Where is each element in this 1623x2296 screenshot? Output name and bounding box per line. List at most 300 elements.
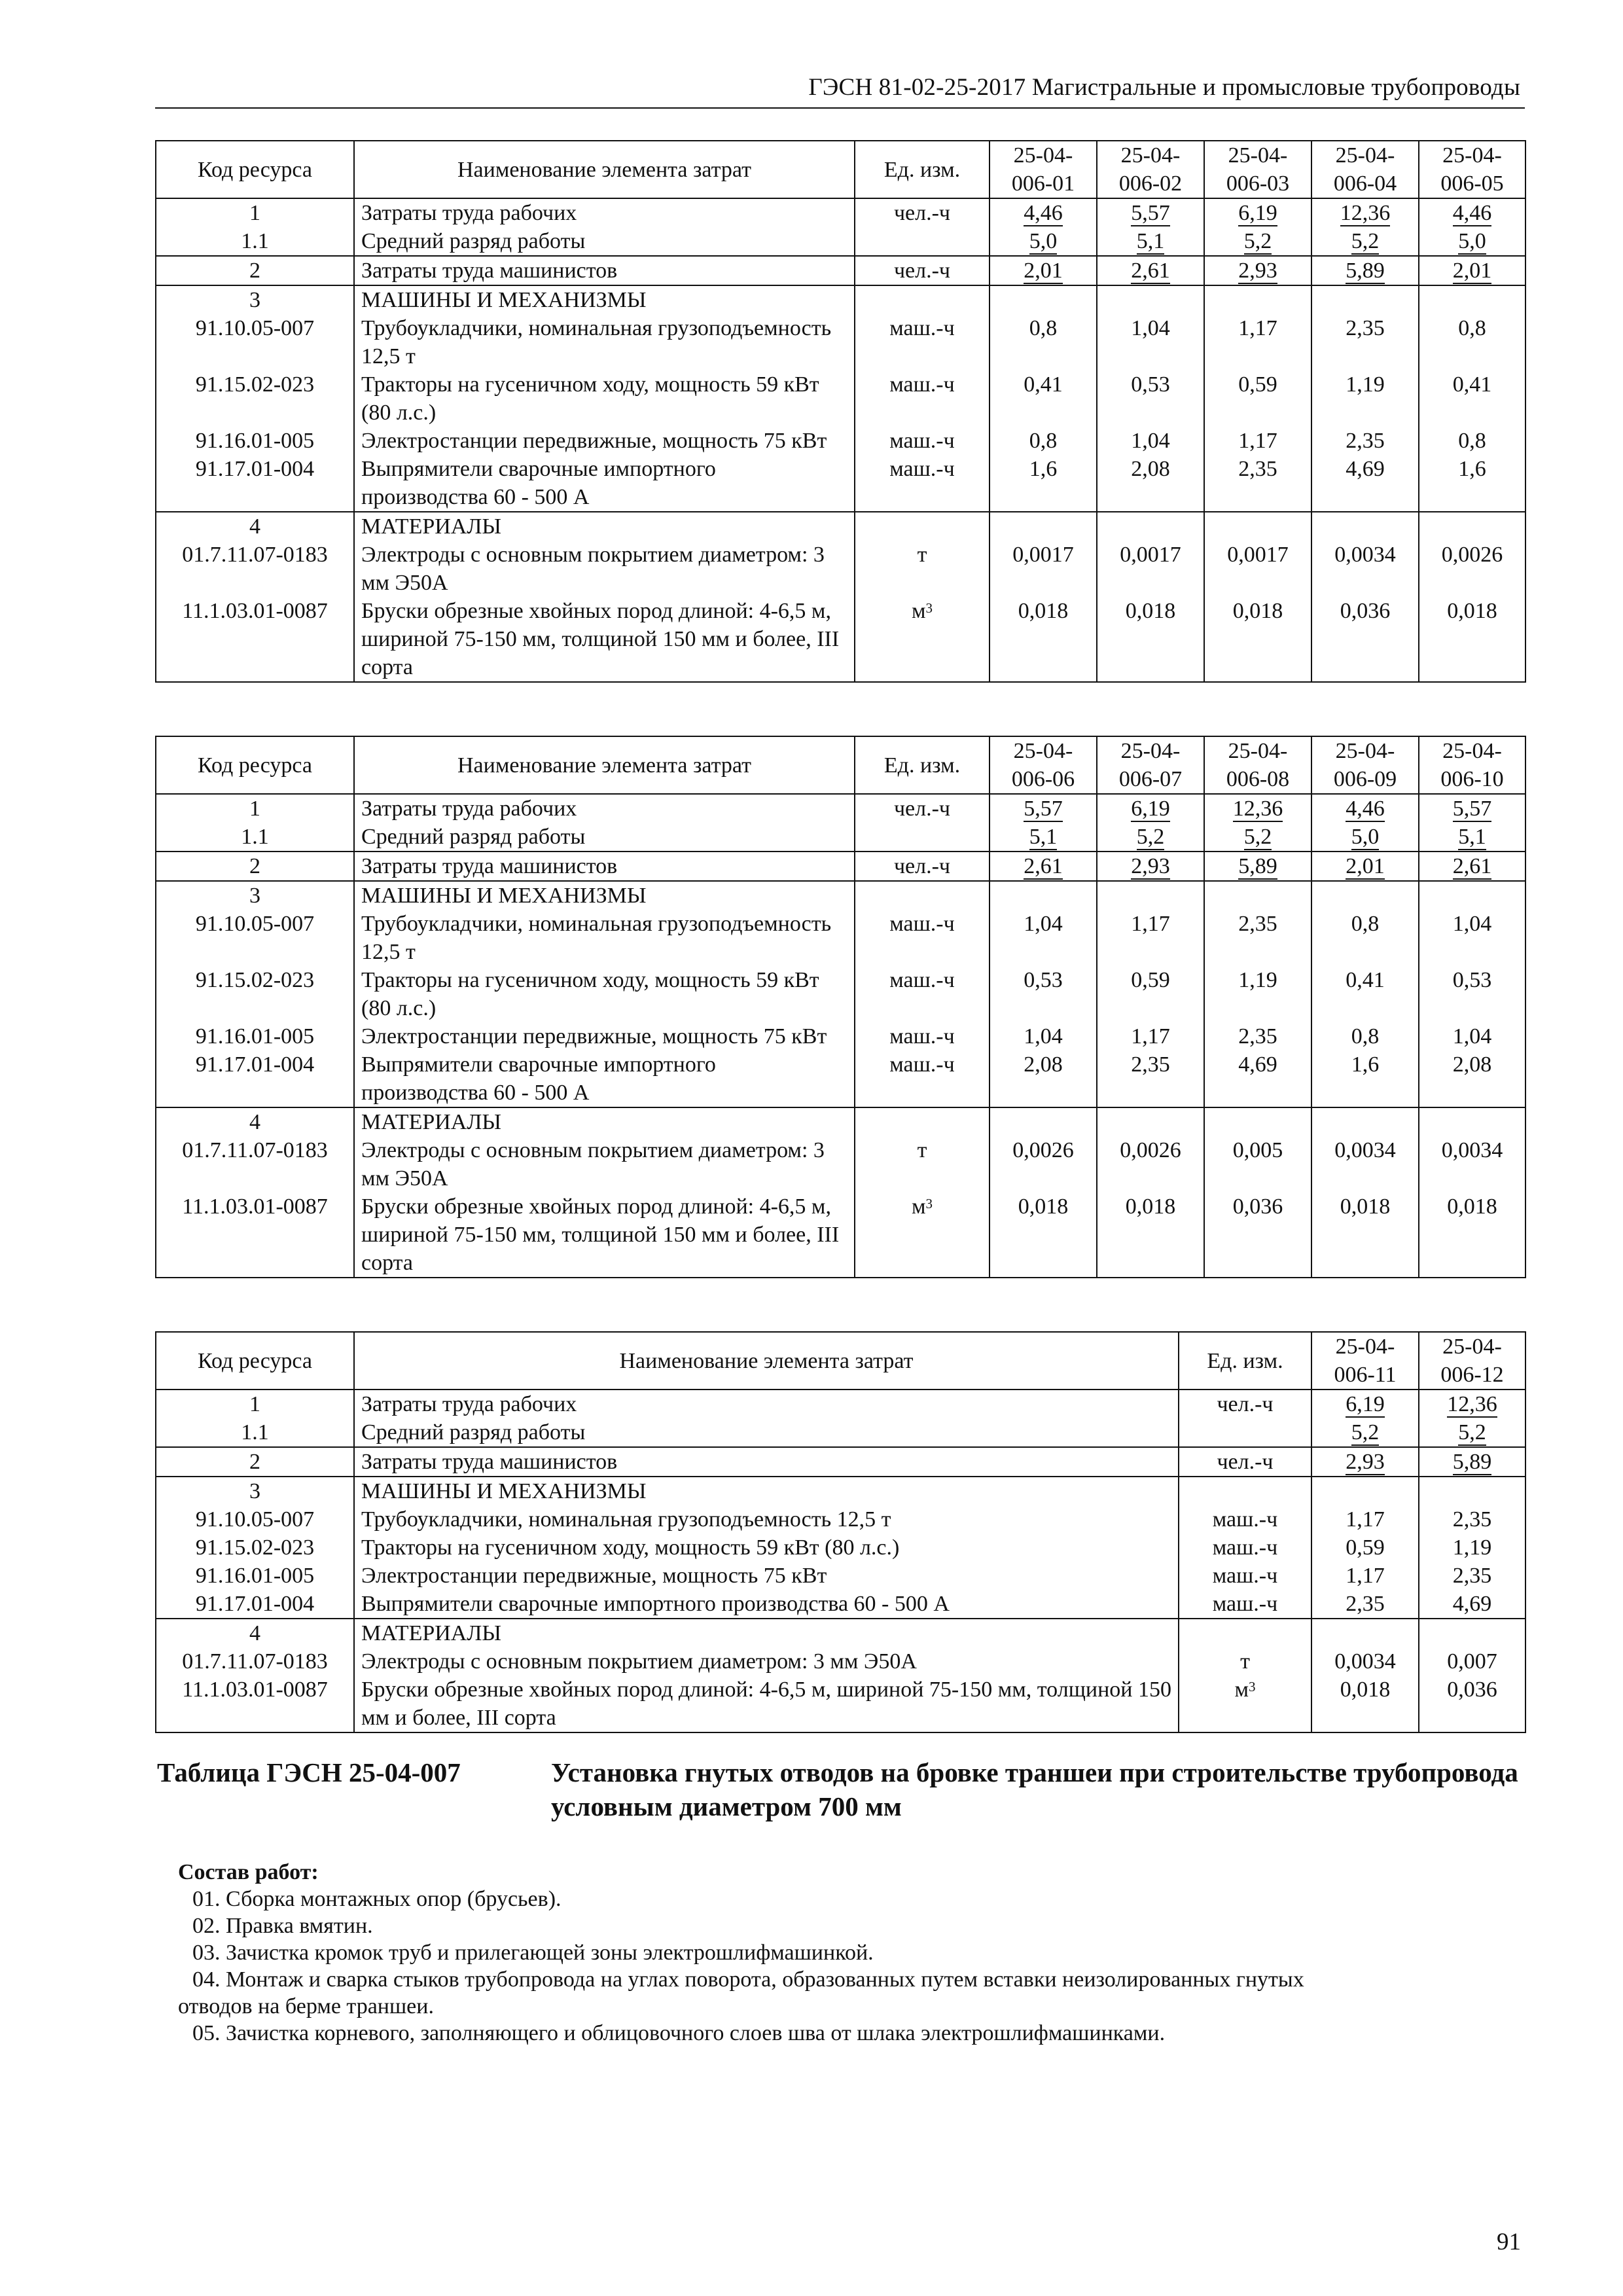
cost-element-name: Затраты труда рабочих: [354, 1390, 1179, 1418]
unit-of-measure: маш.-ч: [855, 455, 990, 512]
norm-value: [1097, 881, 1204, 910]
norm-value: [990, 794, 1097, 823]
cost-element-name: Электроды с основным покрытием диаметром: 3 мм Э50А: [354, 1136, 855, 1193]
col-header-unit: Ед. изм.: [1179, 1332, 1311, 1390]
norm-value: 1,19: [1419, 1534, 1525, 1562]
resource-code: 1: [156, 794, 354, 823]
norm-value: [990, 512, 1097, 541]
norm-value: [1204, 227, 1311, 256]
norm-value: 2,35: [1204, 455, 1311, 512]
norm-value: 0,53: [990, 966, 1097, 1022]
resource-code: 1.1: [156, 227, 354, 256]
table-row: [156, 1619, 1525, 1647]
table-row: [156, 1676, 1525, 1732]
norm-value: 1,04: [1097, 427, 1204, 455]
norm-value-text: 2,61: [1131, 259, 1170, 283]
norm-value: [1419, 881, 1525, 910]
cost-element-name: Затраты труда рабочих: [354, 198, 855, 227]
work-item: 05. Зачистка корневого, заполняющего и облицовочного слоев шва от шлака электрошлифмашинками.: [192, 2021, 1166, 2045]
resource-code: 91.15.02-023: [156, 966, 354, 1022]
norm-value: 1,6: [1419, 455, 1525, 512]
col-header-norm-code: 25-04- 006-09: [1311, 736, 1419, 794]
norm-value: [990, 285, 1097, 314]
resource-code: 91.16.01-005: [156, 1562, 354, 1590]
norm-value: 2,35: [1204, 910, 1311, 966]
norm-value-text: 5,57: [1452, 797, 1492, 821]
table-row: [156, 1534, 1525, 1562]
norm-value: [1204, 794, 1311, 823]
norm-value: [1097, 256, 1204, 285]
cost-element-name: Затраты труда машинистов: [354, 852, 855, 881]
cost-element-name: МАТЕРИАЛЫ: [354, 512, 855, 541]
col-header-name: Наименование элемента затрат: [354, 1332, 1179, 1390]
table-row: [156, 1107, 1525, 1136]
table-row: [156, 1447, 1525, 1477]
col-header-norm-code: 25-04- 006-02: [1097, 141, 1204, 198]
col-header-norm-code: 25-04- 006-01: [990, 141, 1097, 198]
unit-text: м: [911, 1194, 926, 1219]
cost-element-name: МАТЕРИАЛЫ: [354, 1107, 855, 1136]
norm-value-text: 2,01: [1024, 259, 1063, 283]
resource-code: 4: [156, 1107, 354, 1136]
norm-value: [1204, 512, 1311, 541]
norm-value: 2,08: [990, 1050, 1097, 1107]
cost-element-name: Электроды с основным покрытием диаметром: 3 мм Э50А: [354, 1647, 1179, 1676]
table-row: [156, 227, 1525, 256]
table-row: [156, 881, 1525, 910]
cost-element-name: МАШИНЫ И МЕХАНИЗМЫ: [354, 285, 855, 314]
unit-of-measure: [1179, 1676, 1311, 1732]
cost-element-name: Бруски обрезные хвойных пород длиной: 4-6,5 м, шириной 75-150 мм, толщиной 150 мм и более, III сорта: [354, 1676, 1179, 1732]
works-label: Состав работ:: [178, 1860, 319, 1884]
col-header-norm-code: 25-04- 006-06: [990, 736, 1097, 794]
norm-value: [1097, 512, 1204, 541]
norm-value: 2,35: [1097, 1050, 1204, 1107]
norm-value: [1419, 794, 1525, 823]
norm-value-text: 2,01: [1452, 259, 1492, 283]
norm-value: 0,0026: [990, 1136, 1097, 1193]
norm-value: [1311, 794, 1419, 823]
resource-table-3: [155, 1331, 1526, 1733]
norm-value: 4,69: [1204, 1050, 1311, 1107]
table-row: [156, 1022, 1525, 1050]
table-row: [156, 966, 1525, 1022]
cost-element-name: Тракторы на гусеничном ходу, мощность 59 кВт (80 л.с.): [354, 370, 855, 427]
cost-element-name: Электростанции передвижные, мощность 75 кВт: [354, 427, 855, 455]
resource-code: 91.10.05-007: [156, 314, 354, 370]
col-header-norm-code: 25-04- 006-05: [1419, 141, 1525, 198]
unit-of-measure: [855, 881, 990, 910]
norm-value: [1419, 823, 1525, 852]
norm-value-text: 5,1: [1458, 825, 1486, 849]
norm-value: [1311, 1390, 1419, 1418]
norm-value: [1311, 227, 1419, 256]
col-header-norm-code: 25-04- 006-12: [1419, 1332, 1525, 1390]
norm-value-text: 12,36: [1447, 1392, 1497, 1416]
table-id: Таблица ГЭСН 25-04-007: [157, 1757, 461, 1787]
table-row: [156, 541, 1525, 597]
norm-value: 0,0017: [990, 541, 1097, 597]
table-title: Установка гнутых отводов на бровке траншеи при строительстве трубопровода условным диаметром 700 мм: [551, 1757, 1518, 1821]
resource-code: 01.7.11.07-0183: [156, 1136, 354, 1193]
norm-value: [990, 256, 1097, 285]
unit-superscript: 3: [925, 1196, 933, 1211]
resource-code: 91.17.01-004: [156, 1590, 354, 1619]
norm-value: [990, 852, 1097, 881]
norm-value: 0,0034: [1311, 541, 1419, 597]
resource-code: 3: [156, 881, 354, 910]
table-row: [156, 512, 1525, 541]
running-header: ГЭСН 81-02-25-2017 Магистральные и промысловые трубопроводы: [808, 74, 1520, 101]
norm-value: [1204, 881, 1311, 910]
norm-value: 2,08: [1097, 455, 1204, 512]
norm-value-text: 5,57: [1024, 797, 1063, 821]
norm-value: 1,19: [1204, 966, 1311, 1022]
unit-superscript: 3: [925, 600, 933, 616]
unit-of-measure: маш.-ч: [855, 966, 990, 1022]
unit-of-measure: маш.-ч: [855, 427, 990, 455]
table-row: [156, 314, 1525, 370]
norm-value-text: 6,19: [1238, 201, 1277, 225]
norm-value: 0,53: [1097, 370, 1204, 427]
table-row: [156, 256, 1525, 285]
col-header-norm-code: 25-04- 006-10: [1419, 736, 1525, 794]
resource-code: 91.10.05-007: [156, 1505, 354, 1534]
table-row: [156, 1590, 1525, 1619]
norm-value-text: 5,89: [1346, 259, 1385, 283]
norm-value-text: 4,46: [1024, 201, 1063, 225]
norm-value: 2,35: [1311, 1590, 1419, 1619]
norm-value: [1419, 512, 1525, 541]
unit-of-measure: [855, 823, 990, 852]
resource-code: 91.15.02-023: [156, 1534, 354, 1562]
norm-value: 0,8: [1311, 910, 1419, 966]
unit-of-measure: маш.-ч: [855, 1022, 990, 1050]
resource-code: 1.1: [156, 823, 354, 852]
norm-value-text: 4,46: [1346, 797, 1385, 821]
cost-element-name: Бруски обрезные хвойных пород длиной: 4-6,5 м, шириной 75-150 мм, толщиной 150 мм и более, III сорта: [354, 1193, 855, 1278]
norm-value: [990, 1107, 1097, 1136]
unit-of-measure: [855, 1107, 990, 1136]
norm-value: 0,036: [1204, 1193, 1311, 1278]
resource-code: 91.15.02-023: [156, 370, 354, 427]
cost-element-name: Затраты труда машинистов: [354, 1447, 1179, 1477]
norm-value: 0,8: [990, 314, 1097, 370]
resource-code: 4: [156, 512, 354, 541]
norm-value: 0,018: [1204, 597, 1311, 682]
norm-value: [1419, 227, 1525, 256]
cost-element-name: Выпрямители сварочные импортного производства 60 - 500 А: [354, 1050, 855, 1107]
norm-value: [990, 198, 1097, 227]
table-row: [156, 794, 1525, 823]
unit-of-measure: чел.-ч: [855, 198, 990, 227]
norm-value-text: 5,0: [1029, 229, 1058, 253]
col-header-unit: Ед. изм.: [855, 141, 990, 198]
norm-value: 2,35: [1419, 1562, 1525, 1590]
table-row: [156, 597, 1525, 682]
norm-value: [1097, 1107, 1204, 1136]
norm-value: 0,53: [1419, 966, 1525, 1022]
cost-element-name: Средний разряд работы: [354, 823, 855, 852]
cost-element-name: Средний разряд работы: [354, 1418, 1179, 1447]
norm-value: [1204, 285, 1311, 314]
table-row: [156, 1193, 1525, 1278]
norm-value: 0,018: [990, 1193, 1097, 1278]
norm-value: 4,69: [1419, 1590, 1525, 1619]
norm-value: 2,35: [1311, 314, 1419, 370]
resource-code: 91.17.01-004: [156, 1050, 354, 1107]
norm-value: 1,17: [1204, 427, 1311, 455]
unit-of-measure: т: [1179, 1647, 1311, 1676]
norm-value: [1419, 1447, 1525, 1477]
norm-value: 4,69: [1311, 455, 1419, 512]
table-row: [156, 1562, 1525, 1590]
table-row: [156, 1390, 1525, 1418]
norm-value-text: 2,61: [1024, 854, 1063, 878]
table-row: [156, 910, 1525, 966]
col-header-code: Код ресурса: [156, 141, 354, 198]
norm-value: 0,59: [1311, 1534, 1419, 1562]
work-item-continuation: отводов на берме траншеи.: [178, 1994, 434, 2018]
unit-text: м: [1234, 1677, 1249, 1702]
norm-value: 0,018: [1097, 1193, 1204, 1278]
col-header-code: Код ресурса: [156, 1332, 354, 1390]
unit-of-measure: [855, 597, 990, 682]
resource-code: 3: [156, 1477, 354, 1505]
cost-element-name: Выпрямители сварочные импортного производства 60 - 500 А: [354, 455, 855, 512]
norm-value-text: 5,0: [1351, 825, 1380, 849]
unit-of-measure: чел.-ч: [855, 794, 990, 823]
norm-value: [1311, 512, 1419, 541]
cost-element-name: МАШИНЫ И МЕХАНИЗМЫ: [354, 881, 855, 910]
norm-value: 1,17: [1204, 314, 1311, 370]
norm-value-text: 5,0: [1458, 229, 1486, 253]
table-row: [156, 1477, 1525, 1505]
norm-value: [1204, 852, 1311, 881]
unit-of-measure: [1179, 1418, 1311, 1447]
resource-code: 4: [156, 1619, 354, 1647]
norm-value: [1311, 198, 1419, 227]
norm-value-text: 5,2: [1458, 1420, 1486, 1444]
norm-value: [1204, 823, 1311, 852]
unit-of-measure: чел.-ч: [855, 256, 990, 285]
unit-of-measure: т: [855, 1136, 990, 1193]
unit-of-measure: чел.-ч: [1179, 1447, 1311, 1477]
norm-value: [1311, 285, 1419, 314]
works-composition: [178, 1859, 1513, 2047]
resource-code: 11.1.03.01-0087: [156, 597, 354, 682]
unit-of-measure: маш.-ч: [855, 370, 990, 427]
col-header-norm-code: 25-04- 006-03: [1204, 141, 1311, 198]
cost-element-name: Электроды с основным покрытием диаметром: 3 мм Э50А: [354, 541, 855, 597]
work-item: 01. Сборка монтажных опор (брусьев).: [192, 1887, 562, 1911]
norm-value: 0,41: [990, 370, 1097, 427]
resource-code: 01.7.11.07-0183: [156, 541, 354, 597]
norm-value: 1,04: [1419, 910, 1525, 966]
unit-of-measure: [1179, 1619, 1311, 1647]
unit-of-measure: маш.-ч: [855, 910, 990, 966]
col-header-norm-code: 25-04- 006-08: [1204, 736, 1311, 794]
norm-value-text: 5,2: [1351, 1420, 1380, 1444]
norm-value: [990, 823, 1097, 852]
norm-value-text: 5,2: [1351, 229, 1380, 253]
norm-value: 0,036: [1419, 1676, 1525, 1732]
norm-value: [1204, 198, 1311, 227]
unit-of-measure: маш.-ч: [1179, 1534, 1311, 1562]
norm-value: [1311, 1477, 1419, 1505]
resource-code: 01.7.11.07-0183: [156, 1647, 354, 1676]
norm-value-text: 6,19: [1131, 797, 1170, 821]
norm-value-text: 5,89: [1452, 1450, 1492, 1474]
col-header-norm-code: 25-04- 006-11: [1311, 1332, 1419, 1390]
resource-code: 3: [156, 285, 354, 314]
norm-value-text: 5,2: [1243, 229, 1272, 253]
norm-value: [1311, 881, 1419, 910]
resource-code: 1.1: [156, 1418, 354, 1447]
cost-element-name: Средний разряд работы: [354, 227, 855, 256]
norm-value: [1311, 823, 1419, 852]
norm-value-text: 5,1: [1136, 229, 1165, 253]
table-row: [156, 427, 1525, 455]
norm-value: [1204, 256, 1311, 285]
norm-value: 0,018: [990, 597, 1097, 682]
norm-value: 0,8: [1419, 427, 1525, 455]
resource-code: 91.16.01-005: [156, 1022, 354, 1050]
norm-value: 0,018: [1311, 1193, 1419, 1278]
table-row: [156, 285, 1525, 314]
norm-value: 0,8: [1419, 314, 1525, 370]
norm-value: 0,0026: [1419, 541, 1525, 597]
norm-value: 0,018: [1097, 597, 1204, 682]
norm-value: 0,036: [1311, 597, 1419, 682]
unit-text: м: [911, 599, 926, 623]
norm-value: 0,0017: [1097, 541, 1204, 597]
norm-value: 0,0034: [1419, 1136, 1525, 1193]
col-header-name: Наименование элемента затрат: [354, 736, 855, 794]
cost-element-name: МАШИНЫ И МЕХАНИЗМЫ: [354, 1477, 1179, 1505]
norm-value-text: 5,2: [1243, 825, 1272, 849]
resource-code: 91.10.05-007: [156, 910, 354, 966]
unit-of-measure: маш.-ч: [855, 314, 990, 370]
cost-element-name: МАТЕРИАЛЫ: [354, 1619, 1179, 1647]
cost-element-name: Трубоукладчики, номинальная грузоподъемность 12,5 т: [354, 910, 855, 966]
cost-element-name: Трубоукладчики, номинальная грузоподъемность 12,5 т: [354, 1505, 1179, 1534]
norm-value: [1419, 1477, 1525, 1505]
cost-element-name: Бруски обрезные хвойных пород длиной: 4-6,5 м, шириной 75-150 мм, толщиной 150 мм и более, III сорта: [354, 597, 855, 682]
norm-value: [1097, 852, 1204, 881]
norm-value: 1,6: [1311, 1050, 1419, 1107]
norm-value: 1,17: [1097, 1022, 1204, 1050]
norm-value: [1419, 1619, 1525, 1647]
unit-of-measure: маш.-ч: [1179, 1505, 1311, 1534]
norm-value: [1097, 227, 1204, 256]
table-row: [156, 198, 1525, 227]
norm-value-text: 5,1: [1029, 825, 1058, 849]
norm-value: 0,018: [1419, 1193, 1525, 1278]
col-header-code: Код ресурса: [156, 736, 354, 794]
unit-superscript: 3: [1249, 1679, 1256, 1695]
norm-value-text: 2,93: [1238, 259, 1277, 283]
norm-value: [1097, 823, 1204, 852]
norm-value: 1,6: [990, 455, 1097, 512]
cost-element-name: Затраты труда рабочих: [354, 794, 855, 823]
table-row: [156, 1505, 1525, 1534]
unit-of-measure: [1179, 1477, 1311, 1505]
norm-value: [1419, 1418, 1525, 1447]
table-row: [156, 852, 1525, 881]
resource-code: 2: [156, 852, 354, 881]
norm-value: 0,018: [1419, 597, 1525, 682]
norm-value-text: 2,61: [1452, 854, 1492, 878]
norm-value: 1,04: [1097, 314, 1204, 370]
norm-value: [990, 881, 1097, 910]
cost-element-name: Затраты труда машинистов: [354, 256, 855, 285]
norm-value: [1419, 1390, 1525, 1418]
norm-value: 0,0034: [1311, 1136, 1419, 1193]
norm-value: 0,0017: [1204, 541, 1311, 597]
norm-value: [1419, 285, 1525, 314]
resource-code: 11.1.03.01-0087: [156, 1676, 354, 1732]
norm-value: 1,19: [1311, 370, 1419, 427]
resource-code: 2: [156, 256, 354, 285]
norm-value: 0,018: [1311, 1676, 1419, 1732]
col-header-norm-code: 25-04- 006-04: [1311, 141, 1419, 198]
norm-value: 0,0034: [1311, 1647, 1419, 1676]
norm-value: 0,59: [1204, 370, 1311, 427]
norm-value: 1,17: [1097, 910, 1204, 966]
norm-value-text: 2,93: [1346, 1450, 1385, 1474]
norm-value: [1419, 256, 1525, 285]
norm-value: 0,005: [1204, 1136, 1311, 1193]
cost-element-name: Трубоукладчики, номинальная грузоподъемность 12,5 т: [354, 314, 855, 370]
norm-value: 2,08: [1419, 1050, 1525, 1107]
norm-value: 0,0026: [1097, 1136, 1204, 1193]
cost-element-name: Тракторы на гусеничном ходу, мощность 59 кВт (80 л.с.): [354, 966, 855, 1022]
unit-of-measure: [855, 1193, 990, 1278]
cost-element-name: Электростанции передвижные, мощность 75 кВт: [354, 1022, 855, 1050]
table-row: [156, 1050, 1525, 1107]
norm-value: [1311, 852, 1419, 881]
table-row: [156, 455, 1525, 512]
work-item: 02. Правка вмятин.: [192, 1914, 373, 1938]
norm-value: 1,17: [1311, 1505, 1419, 1534]
table-row: [156, 1647, 1525, 1676]
norm-value: 0,007: [1419, 1647, 1525, 1676]
norm-value: [1311, 1619, 1419, 1647]
unit-of-measure: чел.-ч: [1179, 1390, 1311, 1418]
unit-of-measure: т: [855, 541, 990, 597]
table-row: [156, 823, 1525, 852]
norm-value: [1311, 1107, 1419, 1136]
norm-value-text: 4,46: [1452, 201, 1492, 225]
header-rule: [155, 107, 1525, 109]
norm-value: 0,8: [990, 427, 1097, 455]
norm-value: [1419, 1107, 1525, 1136]
unit-of-measure: маш.-ч: [1179, 1590, 1311, 1619]
norm-value: [1311, 256, 1419, 285]
norm-value: 2,35: [1311, 427, 1419, 455]
work-item: 03. Зачистка кромок труб и прилегающей зоны электрошлифмашинкой.: [192, 1941, 874, 1965]
norm-value: [990, 227, 1097, 256]
unit-of-measure: чел.-ч: [855, 852, 990, 881]
unit-of-measure: маш.-ч: [855, 1050, 990, 1107]
cost-element-name: Выпрямители сварочные импортного производства 60 - 500 А: [354, 1590, 1179, 1619]
norm-value: [1419, 852, 1525, 881]
norm-value: 2,35: [1419, 1505, 1525, 1534]
table-row: [156, 1136, 1525, 1193]
norm-value-text: 5,89: [1238, 854, 1277, 878]
resource-code: 1: [156, 198, 354, 227]
